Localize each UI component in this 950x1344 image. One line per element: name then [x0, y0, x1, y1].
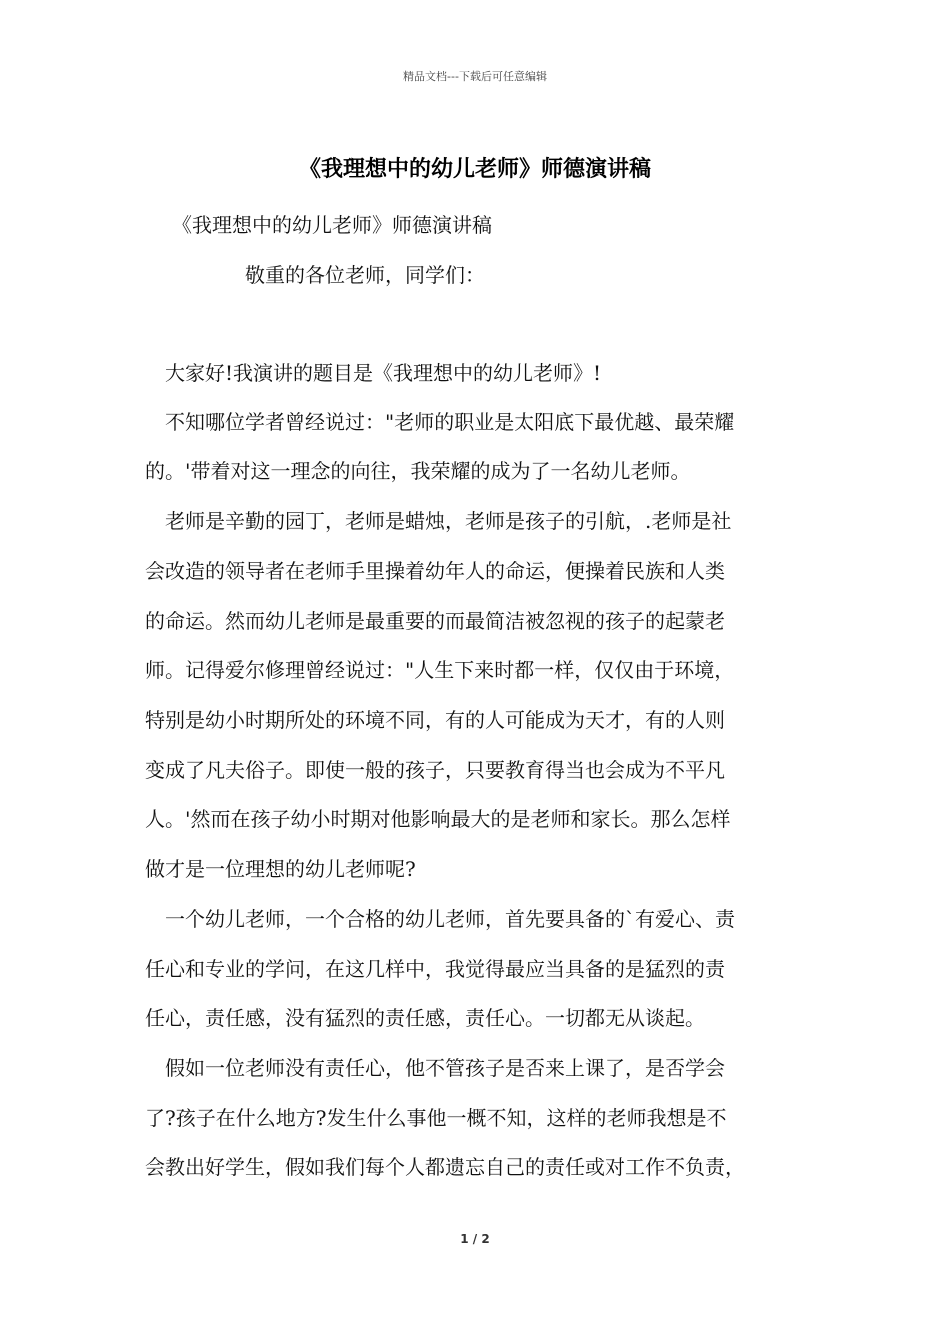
body-line: 任心，责任感，没有猛烈的责任感，责任心。一切都无从谈起。 — [145, 1006, 705, 1030]
page-header: 精品文档---下载后可任意编辑 — [403, 70, 547, 83]
body-line: 做才是一位理想的幼儿老师呢? — [145, 857, 416, 881]
body-line: 会改造的领导者在老师手里操着幼年人的命运，便操着民族和人类 — [145, 559, 725, 583]
body-line: 特别是幼小时期所处的环境不同，有的人可能成为天才，有的人则 — [145, 708, 725, 732]
body-line: 会教出好学生，假如我们每个人都遗忘自己的责任或对工作不负责， — [145, 1155, 745, 1179]
body-line: 的命运。然而幼儿老师是最重要的而最简洁被忽视的孩子的起蒙老 — [145, 609, 725, 633]
body-line: 的。'带着对这一理念的向往，我荣耀的成为了一名幼儿老师。 — [145, 459, 691, 483]
body-line: 任心和专业的学问，在这几样中，我觉得最应当具备的是猛烈的责 — [145, 957, 725, 981]
body-line: 了?孩子在什么地方?发生什么事他一概不知，这样的老师我想是不 — [145, 1106, 727, 1130]
body-line: 大家好!我演讲的题目是《我理想中的幼儿老师》! — [165, 361, 602, 385]
page-number: 1 / 2 — [460, 1232, 490, 1246]
body-line: 假如一位老师没有责任心，他不管孩子是否来上课了，是否学会 — [165, 1056, 725, 1080]
body-line: 老师是辛勤的园丁，老师是蜡烛，老师是孩子的引航，.老师是社 — [165, 509, 732, 533]
subtitle: 《我理想中的幼儿老师》师德演讲稿 — [172, 213, 492, 237]
body-line: 人。'然而在孩子幼小时期对他影响最大的是老师和家长。那么怎样 — [145, 807, 731, 831]
greeting: 敬重的各位老师，同学们： — [245, 263, 485, 287]
body-line: 不知哪位学者曾经说过："老师的职业是太阳底下最优越、最荣耀 — [165, 410, 735, 434]
document-title: 《我理想中的幼儿老师》师德演讲稿 — [298, 157, 651, 182]
body-line: 一个幼儿老师，一个合格的幼儿老师，首先要具备的`有爱心、责 — [165, 907, 735, 931]
body-line: 变成了凡夫俗子。即使一般的孩子，只要教育得当也会成为不平凡 — [145, 758, 725, 782]
body-line: 师。记得爱尔修理曾经说过："人生下来时都一样，仅仅由于环境， — [145, 658, 735, 682]
